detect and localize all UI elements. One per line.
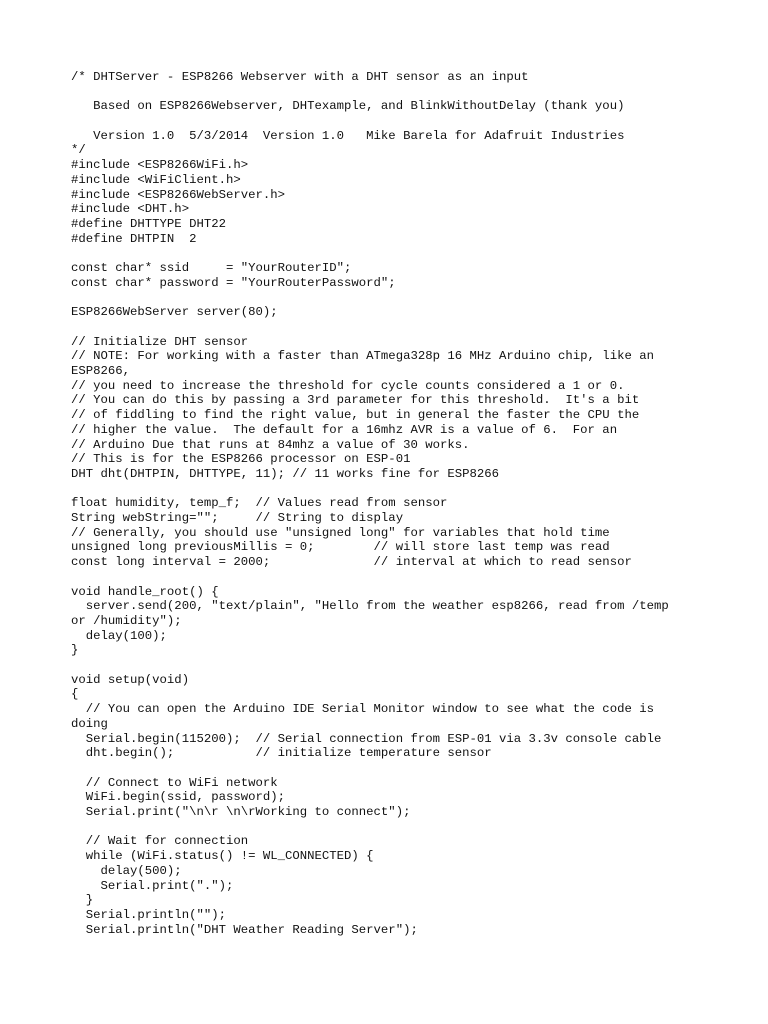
code-line: #include <ESP8266WebServer.h> — [71, 187, 286, 202]
code-line — [71, 320, 748, 335]
code-line: } — [71, 893, 94, 908]
code-line: // You can open the Arduino IDE Serial Monitor window to see what the code is — [71, 702, 654, 717]
code-line — [71, 85, 748, 100]
code-line: or /humidity"); — [71, 613, 182, 628]
code-line — [71, 570, 748, 585]
code-line: unsigned long previousMillis = 0; // will store last temp was read — [71, 540, 610, 555]
code-line: // Generally, you should use "unsigned long" for variables that hold time — [71, 525, 610, 540]
code-line: void setup(void) — [71, 672, 190, 687]
code-line — [71, 761, 748, 776]
code-line: #define DHTTYPE DHT22 — [71, 217, 226, 231]
code-line: // This is for the ESP8266 processor on ESP-01 — [71, 452, 411, 467]
code-line: float humidity, temp_f; // Values read from sensor — [71, 496, 448, 511]
code-line — [71, 482, 748, 497]
code-line: server.send(200, "text/plain", "Hello from the weather esp8266, read from /temp — [71, 599, 669, 614]
code-line: ESP8266, — [71, 363, 131, 378]
code-line: Serial.begin(115200); // Serial connection from ESP-01 via 3.3v console cable — [71, 731, 662, 746]
code-line: dht.begin(); // initialize temperature sensor — [71, 746, 492, 761]
code-line: delay(500); — [71, 863, 182, 878]
code-line: String webString=""; // String to display — [71, 511, 404, 525]
code-line: ESP8266WebServer server(80); — [71, 305, 278, 320]
code-line: #include <DHT.h> — [71, 202, 190, 217]
code-line — [71, 114, 748, 129]
code-line: // Initialize DHT sensor — [71, 334, 249, 349]
code-line: Version 1.0 5/3/2014 Version 1.0 Mike Barela for Adafruit Industries — [71, 128, 625, 143]
code-line: { — [71, 687, 79, 702]
code-line: // of fiddling to find the right value, but in general the faster the CPU the — [71, 408, 640, 423]
code-line: // Connect to WiFi network — [71, 775, 278, 790]
code-line — [71, 246, 748, 261]
code-line: const char* password = "YourRouterPassword"; — [71, 275, 396, 290]
code-line: // NOTE: For working with a faster than ATmega328p 16 MHz Arduino chip, like an — [71, 349, 654, 364]
code-line: doing — [71, 716, 108, 731]
code-listing — [71, 70, 748, 937]
code-line: delay(100); — [71, 628, 167, 643]
code-line: void handle_root() { — [71, 584, 219, 599]
code-line: while (WiFi.status() != WL_CONNECTED) { — [71, 849, 374, 864]
code-line: #include <ESP8266WiFi.h> — [71, 158, 249, 173]
code-line: Serial.print("."); — [71, 878, 234, 893]
code-line: Serial.println(""); — [71, 907, 226, 922]
code-line: // you need to increase the threshold for cycle counts considered a 1 or 0. — [71, 378, 625, 393]
code-line: #define DHTPIN 2 — [71, 231, 197, 246]
code-line: const long interval = 2000; // interval at which to read sensor — [71, 555, 632, 570]
code-line: /* DHTServer - ESP8266 Webserver with a DHT sensor as an input — [71, 70, 529, 84]
code-line: // You can do this by passing a 3rd parameter for this threshold. It's a bit — [71, 393, 640, 408]
code-line: DHT dht(DHTPIN, DHTTYPE, 11); // 11 works fine for ESP8266 — [71, 466, 500, 481]
code-line: // Arduino Due that runs at 84mhz a value of 30 works. — [71, 437, 470, 452]
code-line: */ — [71, 143, 86, 158]
code-line: Serial.println("DHT Weather Reading Server"); — [71, 922, 418, 937]
code-line: } — [71, 643, 79, 658]
code-line: WiFi.begin(ssid, password); — [71, 790, 286, 805]
code-line — [71, 820, 748, 835]
code-line: // Wait for connection — [71, 834, 249, 849]
code-line — [71, 658, 748, 673]
code-line: #include <WiFiClient.h> — [71, 172, 241, 187]
code-line: Based on ESP8266Webserver, DHTexample, and BlinkWithoutDelay (thank you) — [71, 99, 625, 114]
code-line: Serial.print("\n\r \n\rWorking to connect"); — [71, 805, 411, 820]
code-line — [71, 291, 748, 306]
code-line: // higher the value. The default for a 16mhz AVR is a value of 6. For an — [71, 422, 618, 437]
code-line: const char* ssid = "YourRouterID"; — [71, 261, 352, 276]
